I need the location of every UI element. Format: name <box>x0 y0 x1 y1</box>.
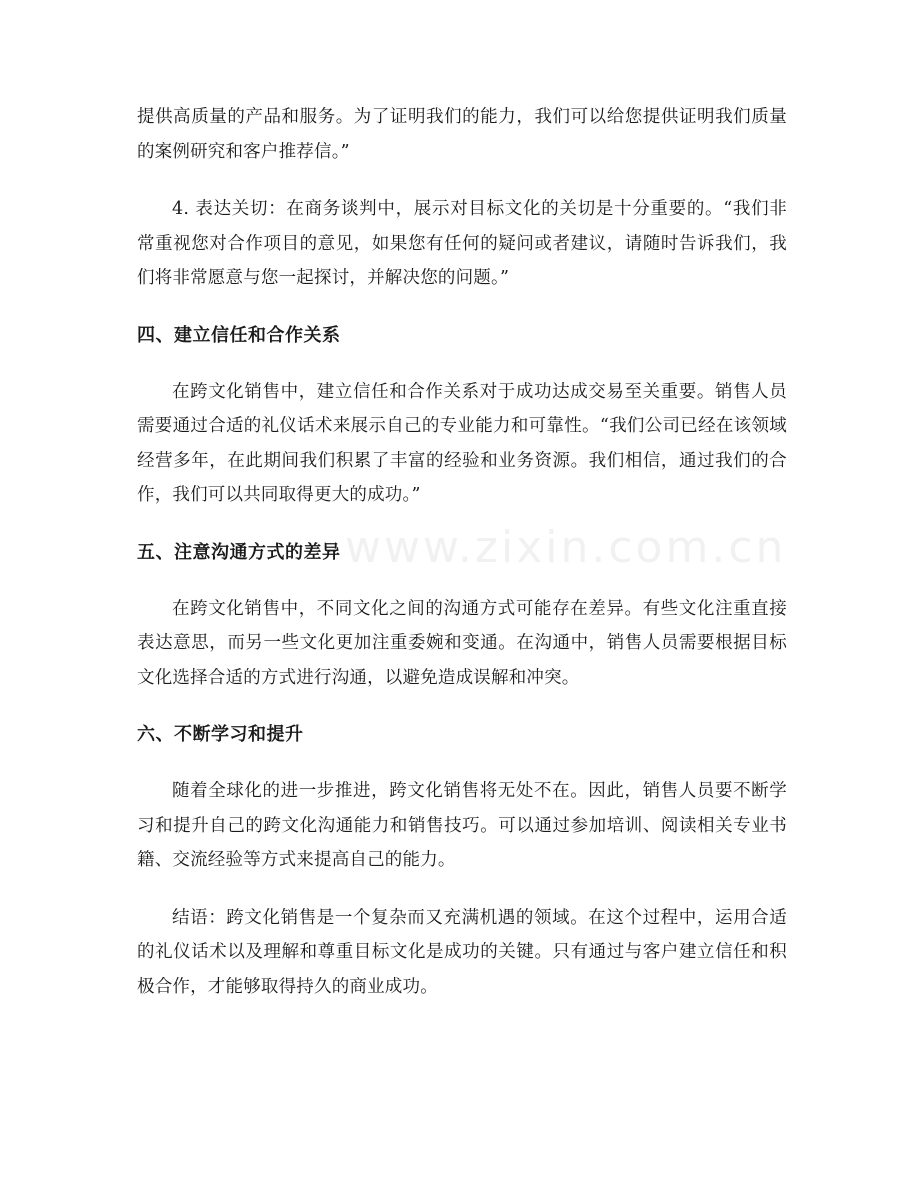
watermark: www.zixin.com.cn <box>345 522 787 573</box>
paragraph-conclusion: 结语：跨文化销售是一个复杂而又充满机遇的领域。在这个过程中，运用合适的礼仪话术以及理解和尊重目标文化是成功的关键。只有通过与客户建立信任和积极合作，才能够取得持久的商业成功。 <box>137 907 787 997</box>
section-heading-5: 五、注意沟通方式的差异 <box>137 541 341 563</box>
paragraph-trust: 在跨文化销售中，建立信任和合作关系对于成功达成交易至关重要。销售人员需要通过合适的礼仪话术来展示自己的专业能力和可靠性。“我们公司已经在该领域经营多年，在此期间我们积累了丰富的经验和业务资源。我们相信，通过我们的合作，我们可以共同取得更大的成功。” <box>137 381 787 505</box>
section-heading-6: 六、不断学习和提升 <box>137 724 304 745</box>
paragraph-continuation: 提供高质量的产品和服务。为了证明我们的能力，我们可以给您提供证明我们质量的案例研究和客户推荐信。” <box>137 107 787 162</box>
paragraph-express-concern: 4. 表达关切：在商务谈判中，展示对目标文化的关切是十分重要的。“我们非常重视您对合作项目的意见，如果您有任何的疑问或者建议，请随时告诉我们，我们将非常愿意与您一起探讨，并解决您的问题。” <box>137 199 787 288</box>
document-body <box>137 100 787 1027</box>
section-heading-4: 四、建立信任和合作关系 <box>137 324 341 346</box>
paragraph-learning: 随着全球化的进一步推进，跨文化销售将无处不在。因此，销售人员要不断学习和提升自己的跨文化沟通能力和销售技巧。可以通过参加培训、阅读相关专业书籍、交流经验等方式来提高自己的能力。 <box>137 781 787 870</box>
paragraph-communication: 在跨文化销售中，不同文化之间的沟通方式可能存在差异。有些文化注重直接表达意思，而另一些文化更加注重委婉和变通。在沟通中，销售人员需要根据目标文化选择合适的方式进行沟通，以避免造成误解和冲突。 <box>137 598 787 688</box>
